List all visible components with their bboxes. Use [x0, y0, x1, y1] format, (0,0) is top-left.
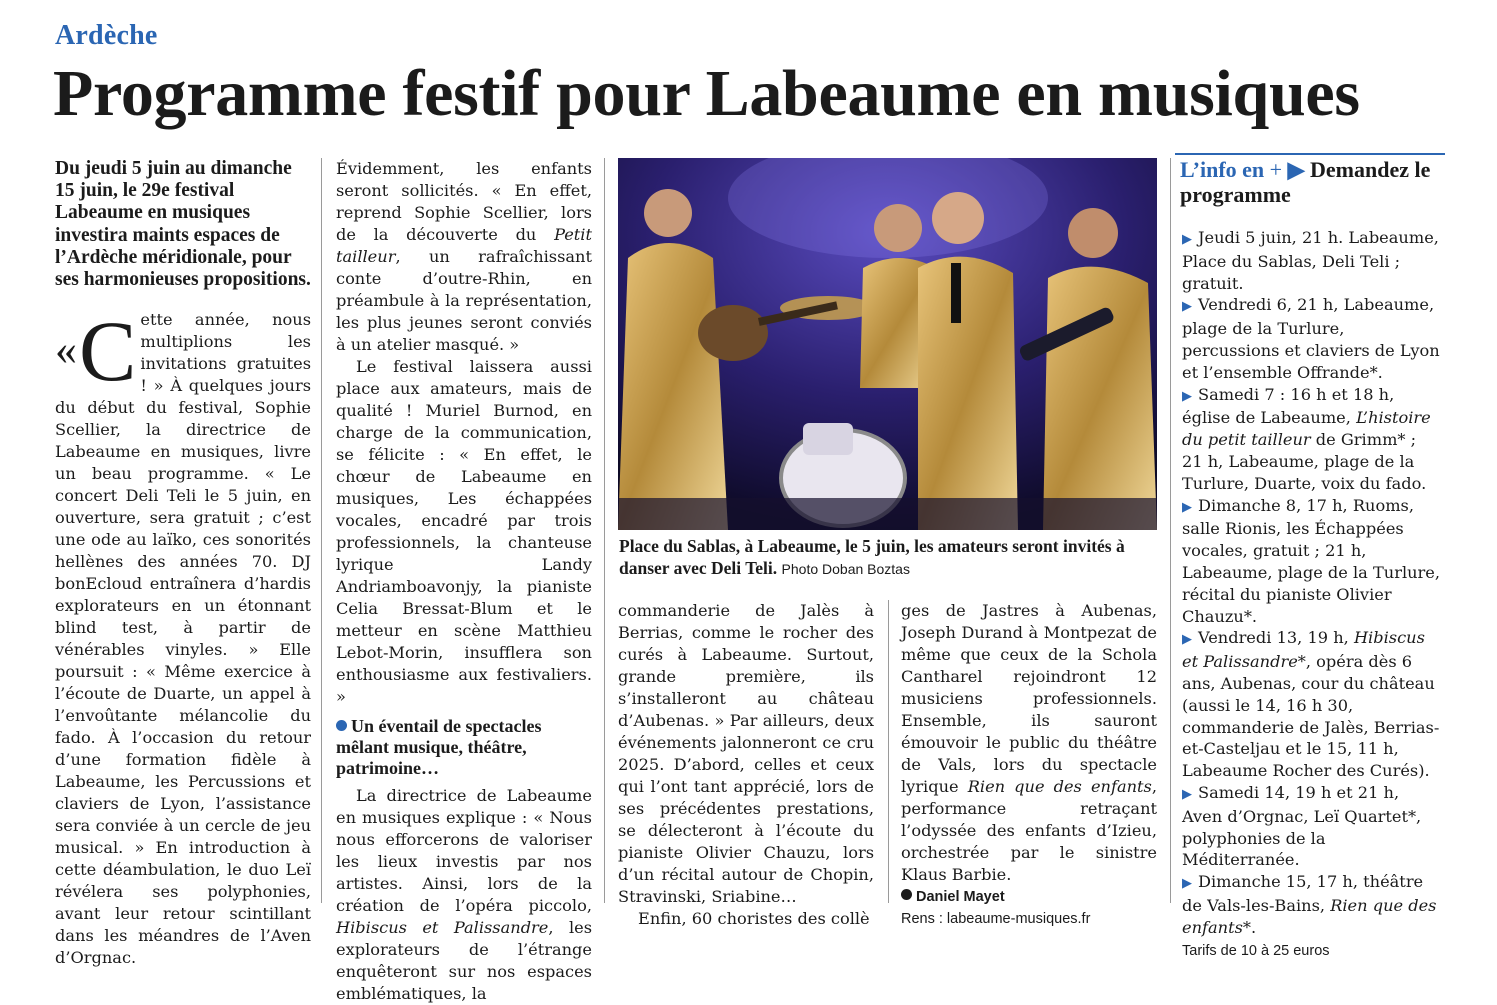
column-rule — [1170, 158, 1171, 903]
sidebar-program — [1182, 227, 1440, 962]
body-paragraph: Le festival laissera aussi place aux amateurs, mais de qualité ! Muriel Burnod, en charge de la communication, se félicite : « En effet, le chœur de Labeaume en musiques, Les échappées vocales, encadré par trois professionnels, la chanteuse lyrique Landy Andriamboavonjy, la pianiste Celia Bressat-Blum et le metteur en scène Matthieu Lebot-Morin, insufflera son enthousiasme aux festivaliers. » — [336, 357, 592, 706]
arrow-icon: ▶ — [1182, 299, 1192, 315]
price-info: Tarifs de 10 à 25 euros — [1182, 942, 1330, 959]
opening-guillemet: « — [55, 325, 77, 375]
title-italic: Rien que des enfants — [967, 777, 1152, 796]
drop-cap: C — [79, 303, 137, 400]
bullet-dot-icon — [336, 720, 347, 731]
arrow-icon: ▶ — [1182, 876, 1192, 892]
article-column-3 — [618, 600, 874, 930]
column-rule — [321, 158, 322, 903]
arrow-icon: ▶ — [1182, 786, 1192, 802]
concert-photo — [618, 158, 1157, 530]
article-column-1 — [55, 158, 311, 969]
program-item: ▶ Dimanche 15, 17 h, théâtre de Vals-les-Bains, Rien que des enfants*. — [1182, 872, 1437, 937]
section-rubric: Ardèche — [55, 20, 158, 51]
sidebar-rule — [1175, 153, 1445, 155]
sidebar-title: L’info en + ▶ Demandez le programme — [1180, 157, 1431, 207]
arrow-icon: ▶ — [1182, 632, 1192, 648]
program-item: ▶ Vendredi 6, 21 h, Labeaume, plage de la Turlure, percussions et claviers de Lyon et l’ensemble Offrande*. — [1182, 295, 1440, 382]
body-text: ette année, nous multiplions les invitations gratuites ! » À quelques jours du début du festival, Sophie Scellier, la directrice de Labeaume en musiques, livre un beau programme. « Le concert Deli Teli le 5 juin, en ouverture, sera gratuit ; c’est une ode au laïko, ces sonorités hellènes des années 70. DJ bonEcloud entraînera d’hardis explorateurs en un étonnant blind test, à partir de vénérables vinyles. » Elle poursuit : « Même exercice à l’écoute de Duarte, un appel à l’envoûtante mélancolie du fado. À l’occasion du retour d’une formation fidèle à Labeaume, les Percussions et claviers de Lyon, l’assistance sera conviée à un cercle de jeu musical. » En introduction à cette déambulation, le duo Leï révélera ses polyphonies, avant leur retour scintillant dans les méandres de l’Aven d’Orgnac. — [55, 310, 311, 968]
body-paragraph: Enfin, 60 choristes des collè — [638, 909, 870, 928]
body-paragraph: La directrice de Labeaume en musiques explique : « Nous nous efforcerons de valoriser les lieux investis par nos artistes. Ainsi, lors de la création de l’opéra piccolo, Hibiscus et Palissandre, les explorateurs de l’étrange enquêteront sur nos espaces emblématiques, la — [336, 786, 593, 1003]
photo-credit: Photo Doban Boztas — [781, 561, 910, 577]
program-item: ▶ Samedi 7 : 16 h et 18 h, église de Labeaume, L’histoire du petit tailleur de Grimm* ; 21 h, Labeaume, plage de la Turlure, Duarte, voix du fado. — [1182, 384, 1431, 493]
title-italic: Petit tailleur — [336, 225, 592, 266]
arrow-icon: ▶ — [1287, 157, 1305, 182]
info-link: Rens : labeaume-musiques.fr — [901, 911, 1091, 927]
program-item: ▶ Dimanche 8, 17 h, Ruoms, salle Rionis, les Échappées vocales, gratuit ; 21 h, Labeaume, plage de la Turlure, récital du pianiste Olivier Chauzu*. — [1182, 495, 1441, 626]
program-item: ▶ Samedi 14, 19 h et 21 h, Aven d’Orgnac, Leï Quartet*, polyphonies de la Méditerranée. — [1182, 782, 1422, 870]
arrow-icon: ▶ — [1182, 388, 1192, 404]
lead-paragraph: Du jeudi 5 juin au dimanche 15 juin, le 29e festival Labeaume en musiques investira maints espaces de l’Ardèche méridionale, pour ses harmonieuses propositions. — [55, 158, 311, 291]
article-column-2 — [336, 158, 592, 1005]
body-paragraph: Évidemment, les enfants seront sollicités. « En effet, reprend Sophie Scellier, lors de la découverte du Petit tailleur, un rafraîchissant conte d’outre-Rhin, en préambule à la représentation, les plus jeunes seront conviés à un atelier masqué. » — [336, 159, 592, 354]
body-paragraph: ges de Jastres à Aubenas, Joseph Durand à Montpezat de même que ceux de la Schola Cantharel rejoindront 12 musiciens professionnels. Ensemble, ils sauront émouvoir le public du théâtre de Vals, lors du spectacle lyrique Rien que des enfants, performance retraçant l’odyssée des enfants d’Izieu, orchestrée par le sinistre Klaus Barbie. — [901, 601, 1157, 884]
headline: Programme festif pour Labeaume en musiques — [53, 57, 1360, 130]
title-italic: Hibiscus et Palissandre — [336, 918, 549, 937]
article-column-4 — [901, 600, 1157, 930]
concert-photo-illustration — [618, 158, 1157, 530]
arrow-icon: ▶ — [1182, 499, 1192, 515]
author-signature: Daniel Mayet — [901, 886, 1157, 908]
subheading: Un éventail de spectacles mêlant musique, théâtre, patrimoine… — [336, 716, 542, 778]
arrow-icon: ▶ — [1182, 232, 1192, 247]
program-item: ▶ Vendredi 13, 19 h, Hibiscus et Palissandre*, opéra dès 6 ans, Aubenas, cour du château (aussi le 14, 16 h 30, commanderie de Jalès, Berrias-et-Casteljau et le 15, 11 h, Labeaume Rocher des Curés). — [1182, 628, 1440, 781]
signature-dot-icon — [901, 889, 912, 900]
column-rule — [888, 600, 889, 903]
photo-caption: Place du Sablas, à Labeaume, le 5 juin, les amateurs seront invités à danser avec Deli Teli. Photo Doban Boztas — [619, 536, 1125, 578]
body-paragraph: commanderie de Jalès à Berrias, comme le rocher des curés à Labeaume. Surtout, grande première, ils s’installeront au château d’Aubenas. » Par ailleurs, deux événements jalonneront ce cru 2025. D’abord, celles et ceux qui l’ont tant apprécié, lors de ses précédentes prestations, se délecteront à l’écoute du pianiste Olivier Chauzu, lors d’un récital autour de Chopin, Stravinski, Sriabine… — [618, 601, 874, 906]
program-item: ▶ Jeudi 5 juin, 21 h. Labeaume, Place du Sablas, Deli Teli ; gratuit. — [1182, 228, 1439, 293]
column-rule — [604, 158, 605, 903]
body-paragraph — [55, 303, 311, 969]
